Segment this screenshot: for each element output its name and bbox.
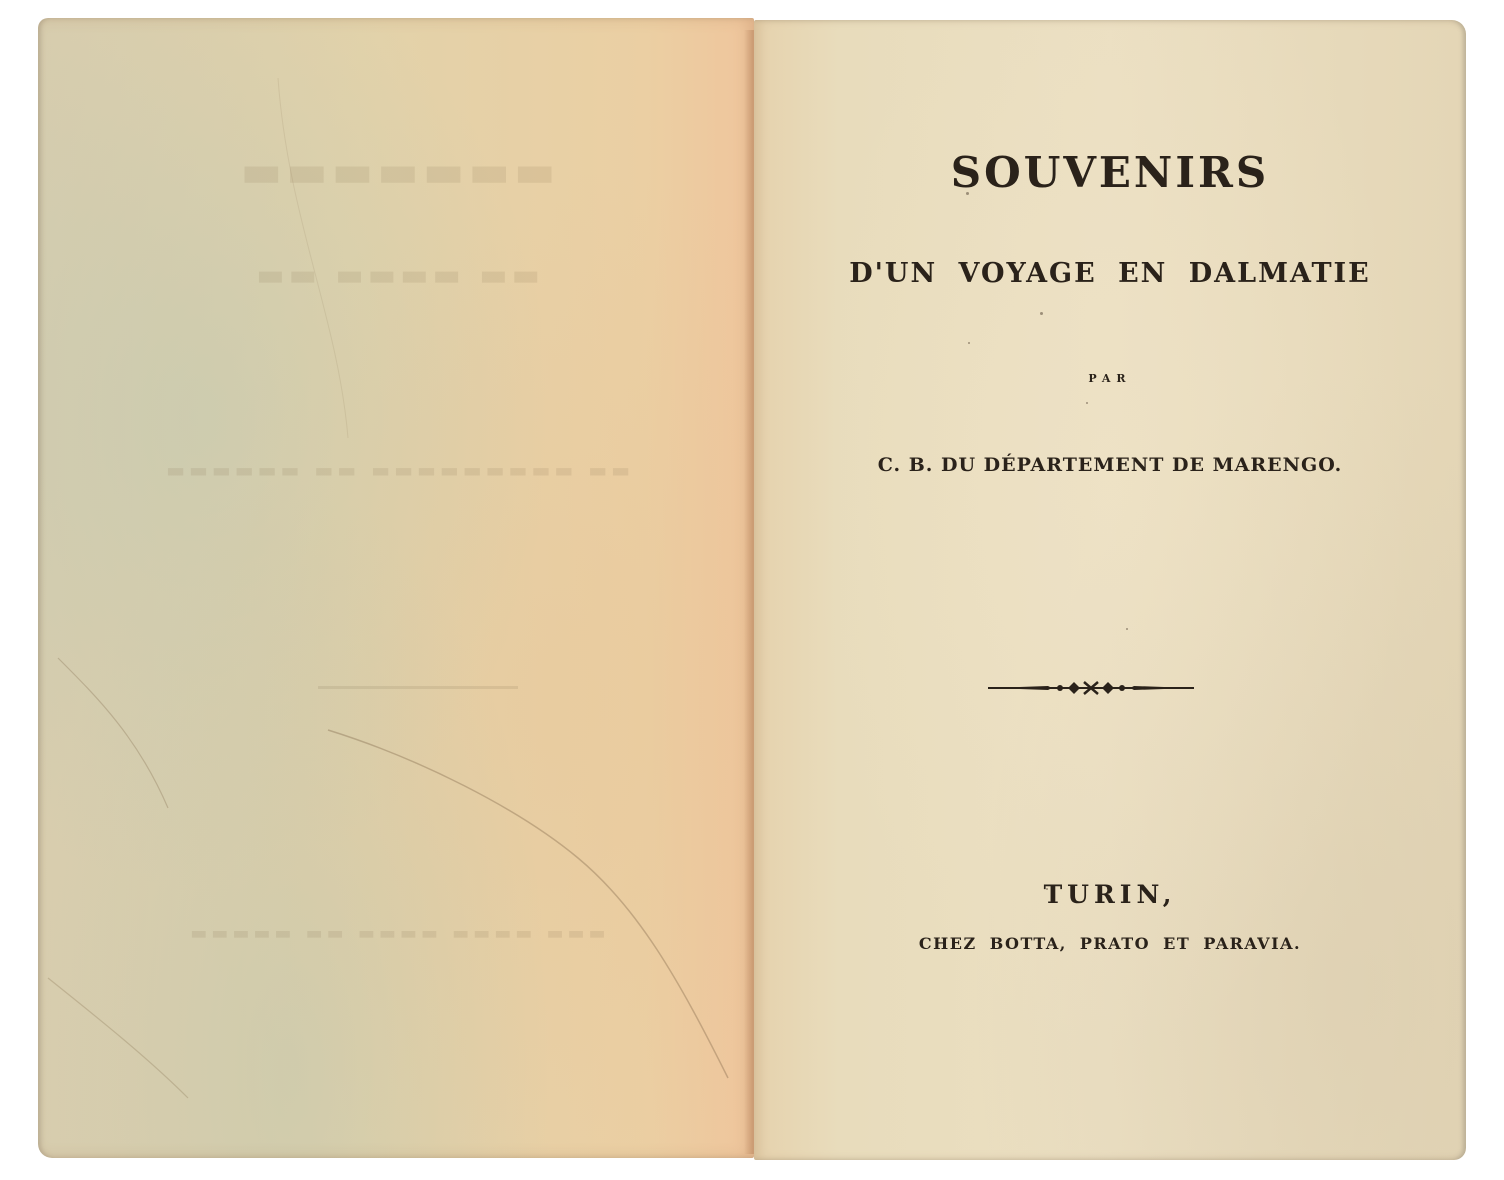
imprint-city: TURIN, [1043, 880, 1177, 909]
paper-speck [966, 192, 969, 195]
paper-crease-lines [38, 18, 754, 1158]
paper-speck [1040, 312, 1043, 315]
show-through-author: ▬▬ ▬▬▬▬▬▬▬▬▬ ▬▬ ▬▬▬▬▬▬ [162, 458, 630, 482]
imprint-publisher: CHEZ BOTTA, PRATO ET PARAVIA. [918, 934, 1302, 953]
show-through-publisher: ▬▬▬ ▬▬▬▬ ▬▬▬▬ ▬▬ ▬▬▬▬▬ [186, 923, 606, 944]
paper-speck [968, 342, 970, 344]
paper-speck [1086, 402, 1088, 404]
paper-speck [1046, 888, 1048, 890]
show-through-title: ▬▬▬▬▬▬▬ [236, 146, 556, 197]
by-line: PAR [1088, 372, 1132, 385]
book-subtitle: D'UN VOYAGE EN DALMATIE [849, 258, 1371, 289]
paper-speck [1126, 628, 1128, 630]
ornament-rule-icon [988, 674, 1194, 702]
book-title: SOUVENIRS [950, 148, 1270, 197]
show-through-subtitle: ▬▬ ▬▬▬▬ ▬▬ [252, 258, 540, 293]
author-line: C. B. DU DÉPARTEMENT DE MARENGO. [877, 454, 1343, 476]
left-page-verso [38, 18, 754, 1158]
title-page [754, 20, 1466, 1160]
